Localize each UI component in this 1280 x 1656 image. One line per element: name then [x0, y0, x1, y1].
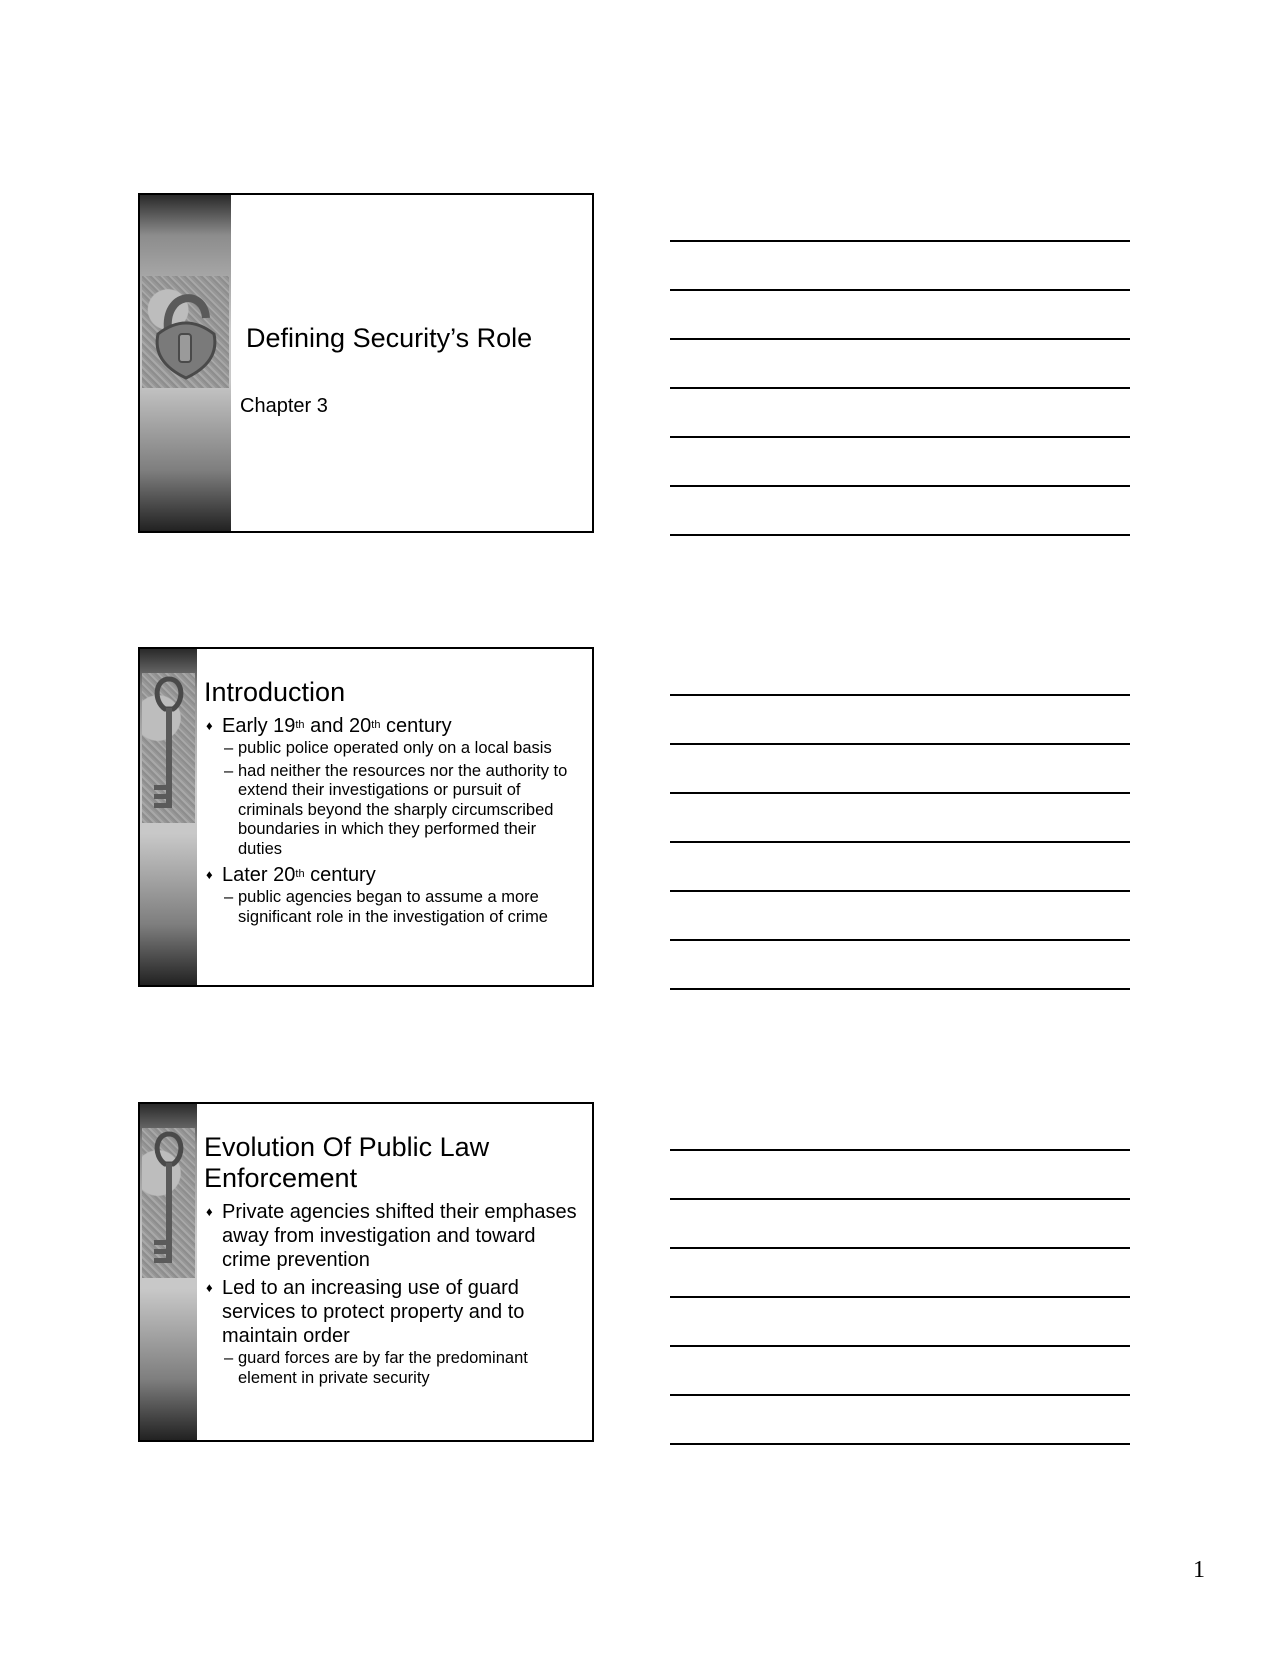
slide-subtitle: Chapter 3: [240, 395, 328, 417]
note-line: [670, 1443, 1130, 1445]
note-line: [670, 436, 1130, 438]
slide-content: [204, 1132, 584, 1392]
bullet-item: ♦ Led to an increasing use of guard services to protect property and to maintain order – guard forces are by far the predominant element in private security: [204, 1276, 584, 1388]
slide-title: Introduction: [204, 677, 346, 707]
page-number: 1: [1193, 1557, 1205, 1583]
sub-bullet-item: – public agencies began to assume a more significant role in the investigation of crime: [222, 888, 584, 927]
note-line: [670, 988, 1130, 990]
note-line: [670, 939, 1130, 941]
note-line: [670, 534, 1130, 536]
sub-bullet-item: – public police operated only on a local basis: [222, 739, 584, 759]
slide-1: [138, 193, 594, 533]
slide-title: Evolution Of Public Law Enforcement: [204, 1132, 490, 1193]
bullet-item: ♦ Private agencies shifted their emphases away from investigation and toward crime prevention: [204, 1200, 584, 1272]
note-line: [670, 743, 1130, 745]
bullet-item: ♦ Early 19th and 20th century – public police operated only on a local basis – had neither the resources nor the authority to extend their investigations or pursuit of criminals beyond the sharply circumscribed boundaries in which they performed their duties: [204, 714, 584, 859]
slide-2: [138, 647, 594, 987]
key-icon: [142, 1128, 195, 1278]
sub-bullet-item: – had neither the resources nor the authority to extend their investigations or pursuit of criminals beyond the sharply circumscribed boundaries in which they performed their duties: [222, 762, 584, 860]
note-line: [670, 1198, 1130, 1200]
note-line: [670, 289, 1130, 291]
note-line: [670, 841, 1130, 843]
note-line: [670, 1296, 1130, 1298]
note-line: [670, 694, 1130, 696]
bullet-item: ♦ Later 20th century – public agencies began to assume a more significant role in the investigation of crime: [204, 863, 584, 927]
note-line: [670, 792, 1130, 794]
note-line: [670, 485, 1130, 487]
note-line: [670, 1394, 1130, 1396]
slide-content: [204, 677, 584, 931]
slide-title: Defining Security’s Role: [246, 323, 533, 353]
sub-bullet-item: – guard forces are by far the predominant element in private security: [222, 1349, 584, 1388]
note-line: [670, 338, 1130, 340]
note-line: [670, 1247, 1130, 1249]
note-line: [670, 240, 1130, 242]
slide-3: [138, 1102, 594, 1442]
note-line: [670, 1345, 1130, 1347]
padlock-icon: [142, 276, 229, 388]
note-line: [670, 387, 1130, 389]
note-line: [670, 890, 1130, 892]
note-line: [670, 1149, 1130, 1151]
key-icon: [142, 673, 195, 823]
